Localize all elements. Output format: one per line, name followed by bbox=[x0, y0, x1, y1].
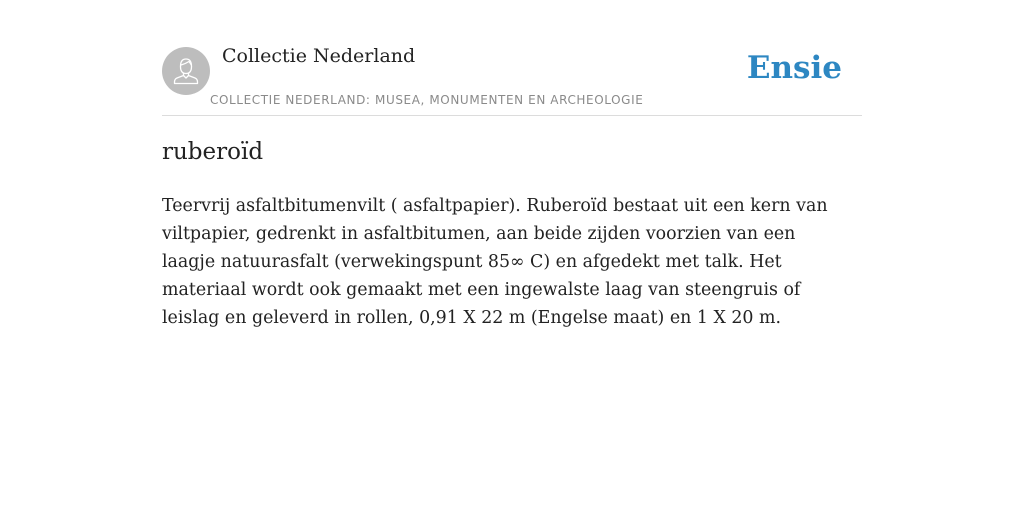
term-definition: Teervrij asfaltbitumenvilt ( asfaltpapier). Ruberoïd bestaat uit een kern van viltpapier, gedrenkt in asfaltbitumen, aan beide zijden voorzien van een laagje natuurasfalt (verwekingspunt 85∞ C) en afgedekt met talk. Het materiaal wordt ook gemaakt met een ingewalste laag van steengruis of leislag en geleverd in rollen, 0,91 X 22 m (Engelse maat) en 1 X 20 m. bbox=[162, 196, 828, 328]
author-name[interactable]: Collectie Nederland bbox=[222, 45, 416, 67]
user-silhouette-icon bbox=[162, 47, 210, 95]
avatar[interactable] bbox=[162, 47, 210, 95]
source-subtitle[interactable]: COLLECTIE NEDERLAND: MUSEA, MONUMENTEN EN ARCHEOLOGIE bbox=[210, 93, 644, 107]
ensie-logo[interactable]: Ensie bbox=[746, 50, 842, 86]
term-title: ruberoïd bbox=[162, 139, 264, 165]
author-header bbox=[162, 40, 862, 116]
